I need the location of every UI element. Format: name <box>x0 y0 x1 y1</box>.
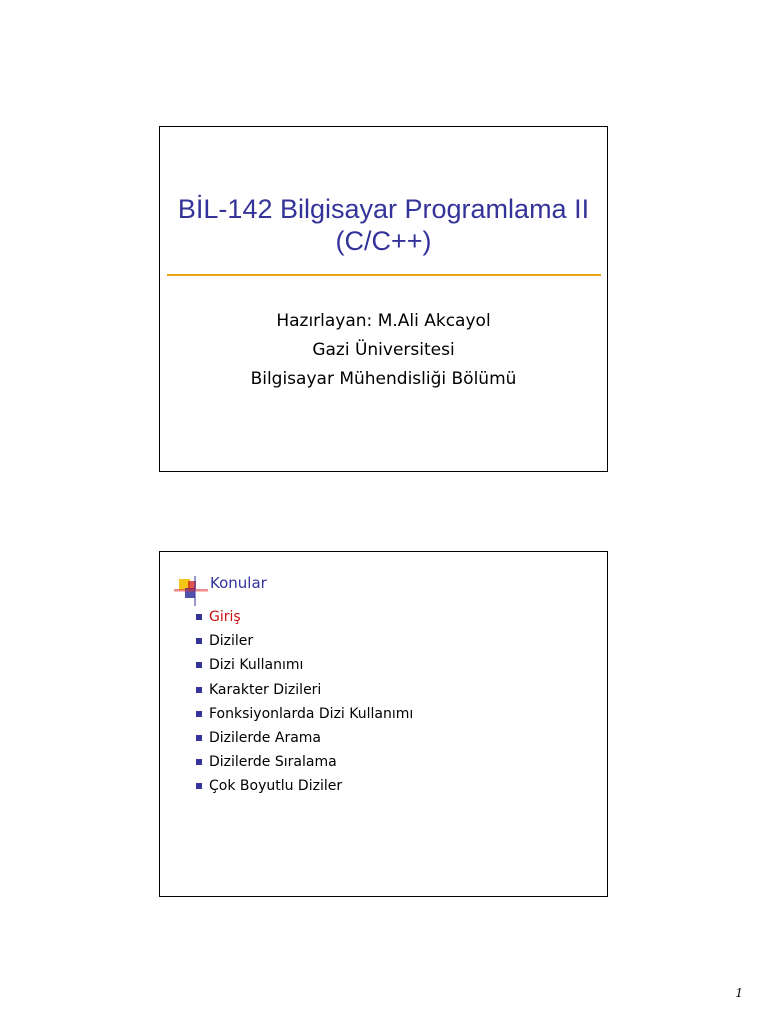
topic-item <box>196 678 413 702</box>
square-bullet-icon <box>196 783 202 789</box>
topic-item <box>196 629 413 653</box>
topic-label: Çok Boyutlu Diziler <box>209 778 343 795</box>
topic-label: Dizilerde Sıralama <box>209 754 337 771</box>
square-bullet-icon <box>196 614 202 620</box>
slide-title-line-1: BİL-142 Bilgisayar Programlama II <box>177 194 590 224</box>
topic-item <box>196 750 413 774</box>
department-line: Bilgisayar Mühendisliği Bölümü <box>250 369 517 389</box>
topic-item <box>196 726 413 750</box>
page-number: 1 <box>735 986 743 1000</box>
topic-item <box>196 653 413 677</box>
title-slide <box>159 126 608 472</box>
square-bullet-icon <box>196 638 202 644</box>
slide-title <box>160 193 607 257</box>
topic-label: Fonksiyonlarda Dizi Kullanımı <box>209 705 414 722</box>
topic-label: Diziler <box>209 633 254 650</box>
author-line: Hazırlayan: M.Ali Akcayol <box>276 311 491 331</box>
square-bullet-icon <box>196 735 202 741</box>
topic-label: Giriş <box>209 609 241 625</box>
square-bullet-icon <box>196 662 202 668</box>
university-line: Gazi Üniversitesi <box>312 340 455 360</box>
topics-slide <box>159 551 608 897</box>
square-bullet-icon <box>196 711 202 717</box>
topic-label: Karakter Dizileri <box>209 681 322 698</box>
topic-item <box>196 605 413 629</box>
title-divider <box>167 274 601 276</box>
square-bullet-icon <box>196 759 202 765</box>
topic-label: Dizi Kullanımı <box>209 657 304 674</box>
slide-subtitle <box>160 307 607 394</box>
slide-title-line-2: (C/C++) <box>335 226 432 256</box>
topic-list <box>196 605 413 799</box>
square-bullet-icon <box>196 687 202 693</box>
topic-item <box>196 702 413 726</box>
decorative-squares-icon <box>174 576 208 606</box>
slide-heading: Konular <box>210 574 267 592</box>
topic-item <box>196 774 413 798</box>
topic-label: Dizilerde Arama <box>209 729 321 746</box>
